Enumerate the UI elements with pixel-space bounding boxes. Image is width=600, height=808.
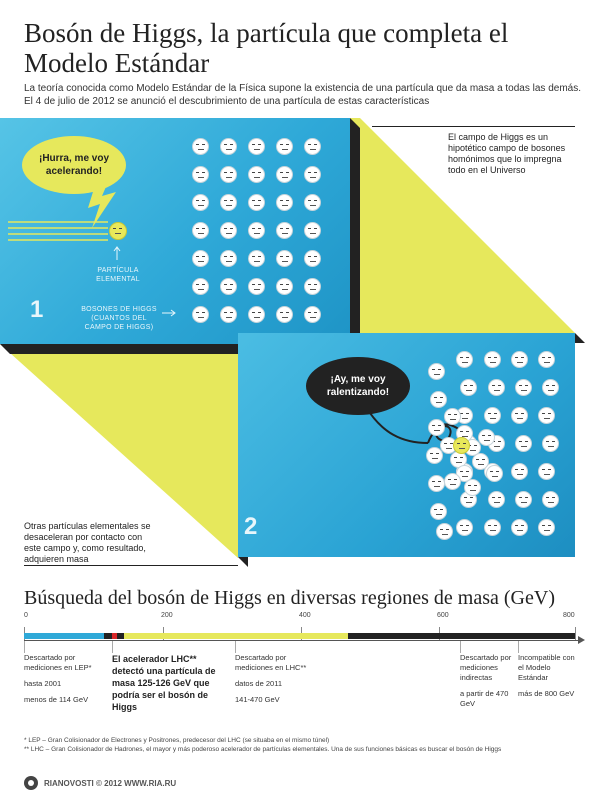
higgs-boson-face-icon [488, 379, 505, 396]
region-indirect [460, 653, 520, 709]
higgs-boson-face-icon [192, 166, 209, 183]
bar-lep-excluded [24, 633, 104, 639]
higgs-boson-face-icon [542, 491, 559, 508]
higgs-boson-face-icon [488, 491, 505, 508]
region-marker [460, 641, 461, 653]
ria-logo-icon [24, 776, 38, 790]
higgs-boson-face-icon [511, 463, 528, 480]
higgs-boson-face-icon [192, 138, 209, 155]
higgs-boson-face-icon [515, 491, 532, 508]
higgs-boson-face-icon [515, 379, 532, 396]
tick-label: 200 [161, 612, 173, 619]
higgs-boson-face-icon [304, 222, 321, 239]
higgs-boson-face-icon [220, 166, 237, 183]
region-lhc2011-period: datos de 2011 [235, 679, 282, 688]
higgs-boson-face-icon [276, 138, 293, 155]
speed-lines-icon [8, 218, 112, 242]
region-marker [24, 641, 25, 653]
higgs-boson-face-icon [444, 473, 461, 490]
higgs-boson-face-icon [456, 351, 473, 368]
higgs-boson-face-icon [276, 306, 293, 323]
bar-indirect-excluded [348, 633, 575, 639]
search-title: Búsqueda del bosón de Higgs en diversas regiones de masa (GeV) [24, 587, 555, 609]
arrow-up-icon [112, 246, 122, 260]
higgs-boson-face-icon [220, 138, 237, 155]
higgs-boson-face-icon [484, 407, 501, 424]
bar-lhc-2011-excluded [124, 633, 348, 639]
higgs-boson-face-icon [542, 435, 559, 452]
higgs-boson-face-icon [304, 306, 321, 323]
region-lep-range: menos de 114 GeV [24, 695, 89, 704]
higgs-boson-face-icon [220, 278, 237, 295]
region-lep-period: hasta 2001 [24, 679, 62, 688]
bar-lhc-gap-2 [117, 633, 124, 639]
speech-bubble-hurra: ¡Hurra, me voy acelerando! [22, 136, 126, 194]
elementary-particle-icon [453, 437, 470, 454]
region-indirect-label: Descartado por mediciones indirectas [460, 653, 512, 682]
region-lhc2011-label: Descartado por mediciones en LHC** [235, 653, 307, 672]
bar-lhc-gap [104, 633, 112, 639]
panel-number-2: 2 [244, 513, 258, 540]
higgs-boson-face-icon [444, 408, 461, 425]
higgs-boson-face-icon [192, 250, 209, 267]
higgs-boson-face-icon [484, 351, 501, 368]
tick-label: 600 [437, 612, 449, 619]
particle-label: PARTÍCULA ELEMENTAL [96, 267, 140, 283]
higgs-boson-face-icon [428, 475, 445, 492]
higgs-boson-face-icon [248, 250, 265, 267]
region-incompatible-label: Incompatible con el Modelo Estándar [518, 653, 575, 682]
higgs-boson-face-icon [192, 306, 209, 323]
panel-deceleration [238, 333, 575, 557]
higgs-boson-face-icon [436, 523, 453, 540]
higgs-boson-face-icon [304, 250, 321, 267]
region-lep [24, 653, 104, 705]
higgs-boson-face-icon [220, 306, 237, 323]
region-marker [235, 641, 236, 653]
other-particles-text: Otras partículas elementales se desaceleran por contacto con este campo y, como resultado, adquieren masa [24, 521, 151, 564]
higgs-boson-face-icon [486, 465, 503, 482]
higgs-boson-face-icon [430, 391, 447, 408]
higgs-boson-face-icon [220, 194, 237, 211]
higgs-boson-face-icon [220, 222, 237, 239]
intro-line-2: El 4 de julio de 2012 se anunció el descubrimiento de una partícula de estas características [24, 95, 430, 107]
region-lhc2011-range: 141-470 GeV [235, 695, 280, 704]
footer-credit: RIANOVOSTI © 2012 WWW.RIA.RU [44, 778, 177, 788]
higgs-boson-face-icon [248, 222, 265, 239]
higgs-boson-face-icon [456, 519, 473, 536]
higgs-boson-face-icon [304, 138, 321, 155]
footnotes [24, 736, 584, 754]
higgs-boson-face-icon [304, 166, 321, 183]
higgs-field-text: El campo de Higgs es un hipotético campo de bosones homónimos que lo impregna todo en el Universo [448, 132, 566, 175]
bosons-label: BOSONES DE HIGGS (CUANTOS DEL CAMPO DE HIGGS) [81, 306, 157, 331]
arrow-right-icon [162, 308, 176, 318]
higgs-boson-face-icon [192, 194, 209, 211]
tick-label: 400 [299, 612, 311, 619]
higgs-boson-face-icon [511, 519, 528, 536]
higgs-boson-face-icon [464, 479, 481, 496]
region-lep-label: Descartado por mediciones en LEP* [24, 653, 92, 672]
higgs-boson-face-icon [248, 138, 265, 155]
elementary-particle-icon [109, 222, 127, 240]
axis-arrow-icon [578, 636, 585, 644]
higgs-boson-face-icon [538, 463, 555, 480]
divider-bottom-left [24, 565, 238, 566]
higgs-boson-face-icon [248, 194, 265, 211]
higgs-boson-face-icon [542, 379, 559, 396]
region-marker [518, 641, 519, 653]
footnote-lhc: ** LHC – Gran Colisionador de Hadrones, el mayor y más poderoso acelerador de partículas elementales. Una de sus funciones básicas es buscar el bosón de Higgs [24, 746, 502, 753]
speech-bubble-ay: ¡Ay, me voy ralentizando! [306, 357, 410, 415]
higgs-boson-face-icon [220, 250, 237, 267]
higgs-boson-face-icon [248, 166, 265, 183]
higgs-boson-face-icon [538, 407, 555, 424]
higgs-boson-face-icon [511, 407, 528, 424]
higgs-boson-face-icon [276, 194, 293, 211]
tick-mark [575, 627, 576, 640]
higgs-boson-face-icon [276, 250, 293, 267]
region-lhc-detection: El acelerador LHC** detectó una partícula de masa 125-126 GeV que podría ser el bosón de Higgs [112, 654, 216, 712]
footer [24, 776, 176, 790]
higgs-boson-face-icon [430, 503, 447, 520]
region-incompatible-range: más de 800 GeV [518, 689, 575, 698]
higgs-boson-face-icon [304, 194, 321, 211]
higgs-boson-face-icon [192, 222, 209, 239]
intro-line-1: La teoría conocida como Modelo Estándar de la Física supone la existencia de una partícula que da masa a todas las demás. [24, 83, 582, 94]
higgs-boson-face-icon [428, 363, 445, 380]
region-marker [112, 641, 113, 653]
higgs-boson-face-icon [276, 222, 293, 239]
higgs-boson-face-icon [276, 166, 293, 183]
higgs-boson-face-icon [248, 278, 265, 295]
region-indirect-range: a partir de 470 GeV [460, 689, 509, 708]
higgs-boson-face-icon [472, 453, 489, 470]
higgs-boson-face-icon [460, 379, 477, 396]
higgs-boson-face-icon [538, 519, 555, 536]
page-title: Bosón de Higgs, la partícula que completa el Modelo Estándar [24, 18, 509, 78]
higgs-boson-face-icon [515, 435, 532, 452]
higgs-boson-face-icon [192, 278, 209, 295]
higgs-boson-face-icon [428, 419, 445, 436]
higgs-boson-face-icon [538, 351, 555, 368]
tick-label: 0 [24, 612, 28, 619]
panel-acceleration [0, 118, 350, 344]
higgs-boson-face-icon [248, 306, 265, 323]
mass-axis [24, 640, 581, 641]
footnote-lep: * LEP – Gran Colisionador de Electrones y Positrones, predecesor del LHC (se situaba en el mismo túnel) [24, 737, 330, 744]
higgs-boson-face-icon [304, 278, 321, 295]
higgs-boson-face-icon [478, 429, 495, 446]
higgs-boson-face-icon [484, 519, 501, 536]
region-lhc-2011 [235, 653, 315, 705]
region-incompatible [518, 653, 578, 699]
intro-text [24, 83, 584, 108]
divider-top-right [372, 126, 575, 127]
higgs-boson-face-icon [511, 351, 528, 368]
tick-label: 800 [563, 612, 575, 619]
panel-number-1: 1 [30, 296, 44, 323]
higgs-boson-face-icon [276, 278, 293, 295]
